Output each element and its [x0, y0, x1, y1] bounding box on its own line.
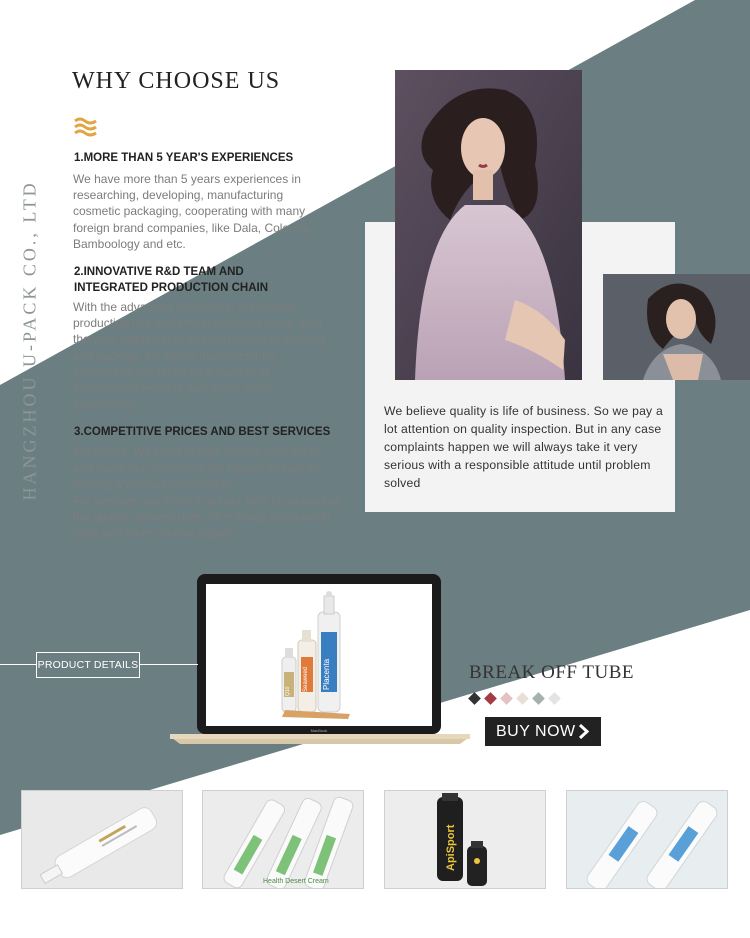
color-swatch[interactable]	[516, 692, 529, 705]
buy-now-label: BUY NOW	[496, 723, 576, 740]
quality-quote: We believe quality is life of business. So we pay a lot attention on quality inspection. But in any case complaints happen we will always take it very serious with a responsible attitude until problem solved	[384, 404, 663, 491]
product-thumbnail-3[interactable]	[384, 790, 546, 889]
why-choose-title: WHY CHOOSE US	[72, 68, 281, 94]
section-body-rd	[73, 299, 328, 412]
color-swatches	[470, 694, 562, 703]
section-body-text: We have more than 5 years experiences in researching, developing, manufacturing cosmetic packaging, cooperating with many foreign brand companies, like Dala, Colorbar, Bamboology and etc.	[73, 172, 314, 251]
thumbnail-text: Health Desert Cream	[263, 878, 329, 885]
section-heading-prices: 3.COMPETITIVE PRICES AND BEST SERVICES	[74, 426, 331, 438]
section-body-prices	[73, 444, 345, 541]
tube-label: Q10	[285, 686, 291, 696]
waves-icon	[74, 116, 98, 138]
color-swatch[interactable]	[548, 692, 561, 705]
laptop-brand: MacBook	[310, 728, 328, 733]
color-swatch[interactable]	[484, 692, 497, 705]
chevron-right-icon	[577, 724, 591, 739]
section-body-experience	[73, 171, 333, 252]
section-body-text: For prices, We insist to offer factory cost prices and leave our customers the largest margin for making a win-win cooperation.	[73, 445, 322, 492]
tube-label: Seaweed	[303, 666, 309, 692]
divider-line-left	[0, 664, 36, 665]
buy-now-button[interactable]	[485, 717, 601, 746]
model-photo-main	[395, 70, 582, 380]
product-thumbnail-1[interactable]	[21, 790, 183, 889]
color-swatch[interactable]	[500, 692, 513, 705]
color-swatch[interactable]	[468, 692, 481, 705]
color-swatch[interactable]	[532, 692, 545, 705]
divider-line-right	[140, 664, 198, 665]
product-name: BREAK OFF TUBE	[469, 662, 635, 683]
section-heading-rd: 2.INNOVATIVE R&D TEAM AND INTEGRATED PRODUCTION CHAIN	[74, 266, 269, 294]
company-name-vertical: HANGZHOU U-PACK CO., LTD	[19, 180, 40, 501]
product-details-label[interactable]: PRODUCT DETAILS	[36, 652, 140, 678]
product-thumbnail-4[interactable]	[566, 790, 728, 889]
section-body-text: For services, we insist to do our best to guanantee the quality, delivery date, offer timely consulation reply and other relative aspect.	[73, 493, 342, 541]
model-photo-small	[603, 274, 750, 380]
laptop-mockup	[170, 572, 470, 750]
tube-label: Placenta	[322, 658, 331, 690]
thumbnail-text: ApiSport	[445, 824, 457, 871]
product-thumbnail-2[interactable]	[202, 790, 364, 889]
section-body-text: With the advanced equipment, automated production line and strong technical force, from the very beginning of opening mould to shaping and packing, the whole manufacturing procedures are taken by a number of experienced workers and under close supervision.	[73, 300, 326, 412]
section-heading-experience: 1.MORE THAN 5 YEAR'S EXPERIENCES	[74, 152, 294, 164]
